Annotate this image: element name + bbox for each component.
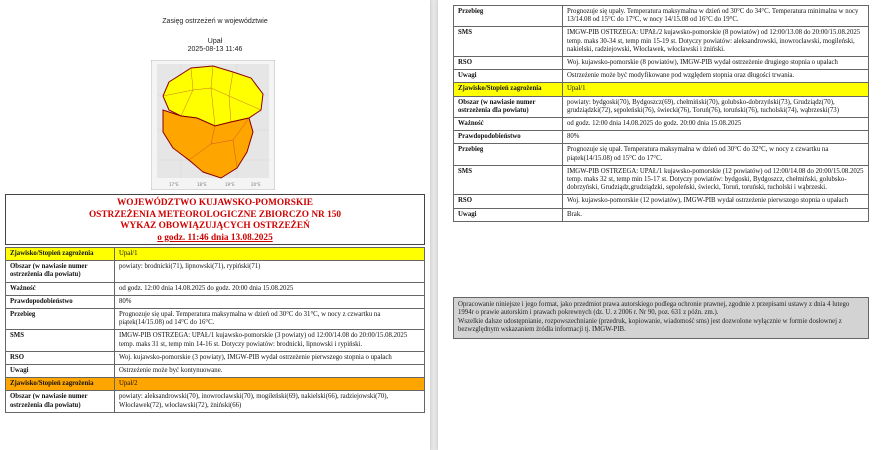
table-row [454, 208, 869, 221]
row-value: powiaty: bydgoski(70), Bydgoszcz(69), chełmiński(70), golubsko-dobrzyński(73), Grudziądz(70), grudziądzki(72), sępoleński(76), świecki(76), Toruń(76), toruński(76), tucholski(74), wąbrzeski(73) [563, 96, 869, 117]
row-label: SMS [454, 27, 563, 57]
footer-paragraph: Opracowanie niniejsze i jego format, jako przedmiot prawa autorskiego podlega ochronie prawnej, zgodnie z przepisami ustawy z dnia 4 lutego 1994r o prawie autorskim i prawach pokrewnych (dz. U. z 2006 r. Nr 90, poz. 631 z późn. zm.). [458, 301, 850, 317]
row-value: Upał/1 [563, 83, 869, 96]
header-line: OSTRZEŻENIA METEOROLOGICZNE ZBIORCZO NR 150 [88, 209, 342, 220]
row-label: RSO [454, 195, 563, 208]
header-line: WYKAZ OBOWIĄZUJĄCYCH OSTRZEŻEŃ [120, 221, 310, 231]
row-label: Prawdopodobieństwo [454, 131, 563, 144]
row-value: Ostrzeżenie może być modyfikowane pod względem stopnia oraz długości trwania. [563, 70, 869, 83]
map-subtitle: Upał [207, 38, 223, 45]
table-row [6, 330, 425, 351]
page-left [0, 0, 430, 450]
table-row [6, 365, 425, 378]
header-line: WOJEWÓDZTWO KUJAWSKO-POMORSKIE [116, 198, 314, 208]
row-label: Uwagi [6, 365, 115, 378]
table-row [454, 118, 869, 131]
map-tick-label: 20°E [251, 182, 261, 187]
row-value: od godz. 12:00 dnia 14.08.2025 do godz. 20:00 dnia 15.08.2025 [563, 118, 869, 131]
row-label: SMS [6, 330, 115, 351]
table-row [454, 70, 869, 83]
table-row [6, 309, 425, 330]
map-tick-label: 17°E [169, 182, 179, 187]
row-value: od godz. 12:00 dnia 14.08.2025 do godz. 20:00 dnia 15.08.2025 [115, 282, 425, 295]
warnings-table-1 [5, 247, 425, 413]
row-value: Woj. kujawsko-pomorskie (12 powiatów), IMGW-PIB wydał ostrzeżenie pierwszego stopnia o upałach [563, 195, 869, 208]
bulletin-header [5, 194, 425, 245]
map-date: 2025-08-13 11:46 [187, 46, 243, 53]
row-value: Upał/1 [115, 248, 425, 261]
row-value: Prognozuje się upał. Temperatura maksymalna w dzień od 30°C do 31°C, w nocy z czwartku na piątek(14/15.08) od 14°C do 16°C. [115, 309, 425, 330]
table-row [454, 144, 869, 165]
table-row [6, 282, 425, 295]
table-row [454, 27, 869, 57]
row-label: RSO [454, 57, 563, 70]
row-label: Obszar (w nawiasie numer ostrzeżenia dla powiatu) [454, 96, 563, 117]
copyright-footer [453, 297, 869, 339]
table-row [454, 83, 869, 96]
row-label: Prawdopodobieństwo [6, 295, 115, 308]
table-row [6, 261, 425, 282]
row-label: Ważność [6, 282, 115, 295]
table-row [454, 195, 869, 208]
row-label: Uwagi [454, 70, 563, 83]
row-label: SMS [454, 165, 563, 195]
row-value: Prognozuje się upał. Temperatura maksymalna w dzień od 30°C do 32°C, w nocy z czwartku na piątek(14/15.08) od 15°C do 17°C. [563, 144, 869, 165]
table-row [454, 57, 869, 70]
map-title: Zasięg ostrzeżeń w województwie [162, 18, 268, 25]
row-value: Upał/2 [115, 378, 425, 391]
table-row [6, 378, 425, 391]
table-row [6, 295, 425, 308]
row-value: 80% [563, 131, 869, 144]
row-label: Ważność [454, 118, 563, 131]
row-label: Przebieg [454, 144, 563, 165]
row-label: RSO [6, 351, 115, 364]
row-value: Prognozuje się upały. Temperatura maksymalna w dzień od 30°C do 34°C. Temperatura minimalna w nocy 13/14.08 od 15°C do 17°C, w nocy 14/15.08 od 16°C do 19°C. [563, 6, 869, 27]
row-label: Zjawisko/Stopień zagrożenia [6, 248, 115, 261]
row-label: Zjawisko/Stopień zagrożenia [454, 83, 563, 96]
row-label: Przebieg [454, 6, 563, 27]
table-row [454, 96, 869, 117]
header-date: o godz. 11:46 dnia 13.08.2025 [157, 232, 273, 243]
table-row [454, 165, 869, 195]
row-value: IMGW-PIB OSTRZEGA: UPAŁ/1 kujawsko-pomorskie (12 powiatów) od 12:00/14.08 do 20:00/15.08.2025 temp. maks 32 st, temp min 15-17 st. Dotyczy powiatów: bydgoski, Bydgoszcz, chełmiński, golubsko-dobrzyński, Grudziądz,grudziądzki, sępoleński, świecki, Toruń, toruński, tucholski i wąbrzeski. [563, 165, 869, 195]
row-value: IMGW-PIB OSTRZEGA: UPAŁ/2 kujawsko-pomorskie (8 powiatów) od 12:00/13.08 do 20:00/15.08.2025 temp. maks 30-34 st, temp min 15-19 st. Dotyczy powiatów: aleksandrowski, inowrocławski, mogileński, nakielski, radziejowski, Włocławek, włocławski i żniński. [563, 27, 869, 57]
footer-paragraph: Wszelkie dalsze udostępnianie, rozpowszechnianie (przedruk, kopiowanie, wiadomość sms) jest dozwolone wyłącznie w formie dosłownej z bezwzględnym wskazaniem źródła informacji tj. IMGW-PIB. [458, 317, 842, 334]
row-value: Ostrzeżenie może być kontynuowane. [115, 365, 425, 378]
row-value: IMGW-PIB OSTRZEGA: UPAŁ/1 kujawsko-pomorskie (3 powiaty) od 12:00/14.08 do 20:00/15.08.2025 temp. maks 31 st, temp min 14-16 st. Dotyczy powiatów: brodnicki, lipnowski i rypiński. [115, 330, 425, 351]
page-right [438, 0, 890, 450]
row-value: Woj. kujawsko-pomorskie (8 powiatów), IMGW-PIB wydał ostrzeżenie drugiego stopnia o upałach [563, 57, 869, 70]
table-row [454, 131, 869, 144]
row-label: Uwagi [454, 208, 563, 221]
warnings-table-2 [453, 5, 869, 222]
table-row [454, 6, 869, 27]
map-tick-label: 18°E [197, 182, 207, 187]
row-label: Obszar (w nawiasie numer ostrzeżenia dla powiatu) [6, 391, 115, 412]
warning-map [151, 60, 275, 190]
row-value: powiaty: aleksandrowski(70), inowrocławski(70), mogileński(69), nakielski(66), radziejowski(70), Włocławek(72), włocławski(72), żniński(66) [115, 391, 425, 412]
map-tick-label: 19°E [225, 182, 235, 187]
table-row [6, 248, 425, 261]
row-value: 80% [115, 295, 425, 308]
table-row [6, 391, 425, 412]
table-row [6, 351, 425, 364]
row-value: powiaty: brodnicki(71), lipnowski(71), rypiński(71) [115, 261, 425, 282]
row-label: Obszar (w nawiasie numer ostrzeżenia dla powiatu) [6, 261, 115, 282]
row-value: Brak. [563, 208, 869, 221]
row-label: Zjawisko/Stopień zagrożenia [6, 378, 115, 391]
row-label: Przebieg [6, 309, 115, 330]
row-value: Woj. kujawsko-pomorskie (3 powiaty), IMGW-PIB wydał ostrzeżenie pierwszego stopnia o upałach [115, 351, 425, 364]
